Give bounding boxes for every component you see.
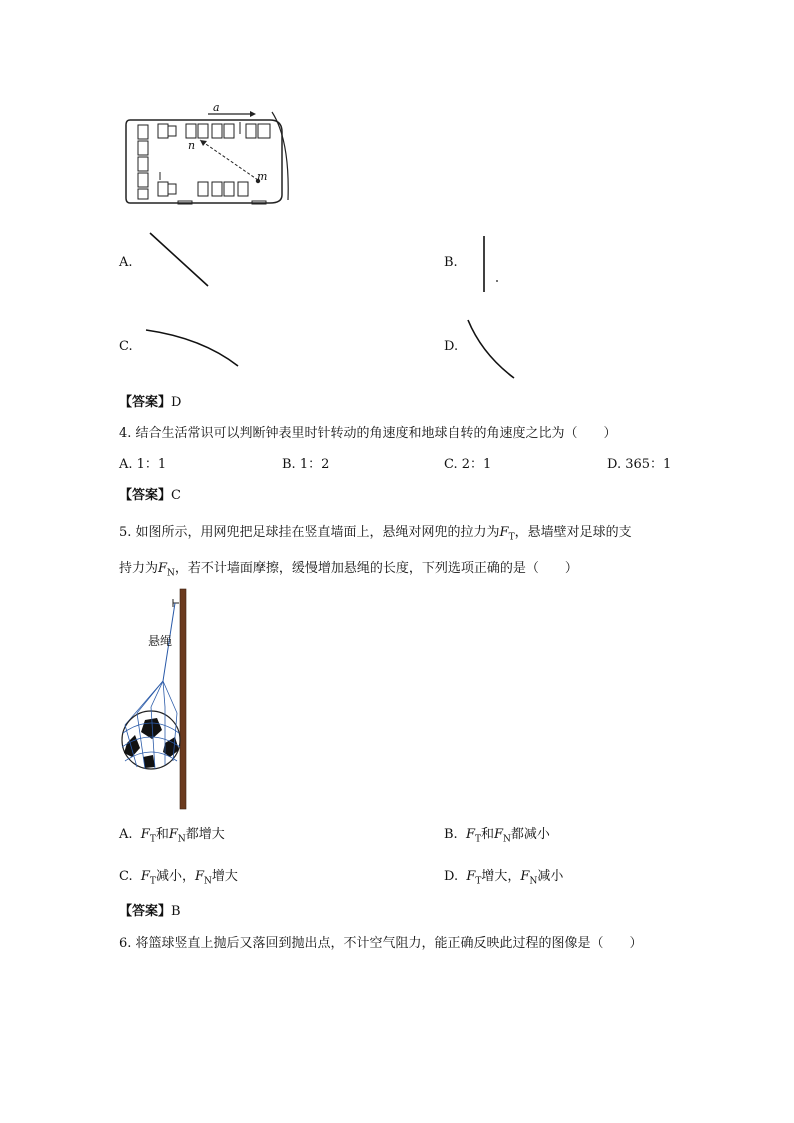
sub-T: T (508, 532, 515, 543)
option-mid: 和 (155, 827, 169, 842)
symbol-F: F (140, 869, 150, 884)
q3-option-b-label: B. (444, 255, 458, 270)
sub-T: T (149, 876, 156, 887)
q3-option-c-curve (140, 322, 250, 372)
sub-N: N (203, 876, 212, 887)
answer-value: C (171, 488, 181, 503)
q6-question: 6. 将篮球竖直上抛后又落回到抛出点，不计空气阻力，能正确反映此过程的图像是（ ） (119, 936, 643, 951)
point-label-n: n (188, 139, 196, 152)
answer-tag: 【答案】 (119, 904, 172, 919)
sub-N: N (529, 876, 538, 887)
q3-option-b-line (476, 234, 506, 294)
rope-label: 悬绳 (148, 634, 173, 648)
bus-diagram (120, 100, 295, 210)
answer-tag: 【答案】 (119, 488, 172, 503)
option-mid: 和 (481, 827, 495, 842)
symbol-F: F (465, 827, 475, 842)
symbol-F: F (466, 869, 476, 884)
q5-text-part3: 持力为 (119, 561, 159, 576)
q3-option-d-label: D. (444, 339, 459, 354)
sub-N: N (177, 834, 186, 845)
q5-answer (119, 903, 181, 921)
option-tail: 增大 (211, 869, 238, 884)
q3-option-d-curve (460, 316, 530, 386)
q5-text-part2: ，悬墙壁对足球的支 (514, 525, 632, 540)
option-mid: 增大， (481, 869, 521, 884)
answer-value: D (171, 395, 182, 410)
sub-N: N (503, 834, 511, 845)
sub-N: N (167, 568, 175, 579)
option-label: B. (444, 827, 458, 842)
q4-answer (119, 487, 181, 505)
option-tail: 都减小 (510, 827, 550, 842)
q4-option-b: B. 1：2 (282, 457, 330, 472)
symbol-F: F (140, 827, 150, 842)
q5-text-part4: ，若不计墙面摩擦，缓慢增加悬绳的长度，下列选项正确的是（ ） (174, 561, 578, 576)
q4-option-c: C. 2：1 (444, 457, 492, 472)
sub-T: T (474, 834, 481, 845)
football-net-diagram (115, 585, 205, 815)
q5-text-part1: 5. 如图所示，用网兜把足球挂在竖直墙面上，悬绳对网兜的拉力为 (119, 525, 500, 540)
option-label: A. (119, 827, 133, 842)
sub-T: T (475, 876, 482, 887)
q4-option-a: A. 1：1 (119, 457, 167, 472)
q5-question-line1 (119, 524, 632, 547)
q4-question: 4. 结合生活常识可以判断钟表里时针转动的角速度和地球自转的角速度之比为（ ） (119, 426, 617, 441)
symbol-F: F (158, 561, 168, 576)
symbol-F: F (520, 869, 530, 884)
symbol-F: F (168, 827, 178, 842)
symbol-F: F (494, 827, 504, 842)
arrow-label-a: a (213, 101, 220, 114)
symbol-F: F (194, 869, 204, 884)
q3-answer (119, 394, 181, 412)
q5-option-d (444, 868, 563, 891)
answer-value: B (171, 904, 181, 919)
q3-option-a-line (140, 230, 220, 290)
option-tail: 都增大 (185, 827, 225, 842)
q5-question-line2 (119, 560, 578, 583)
q3-option-a-label: A. (119, 255, 133, 270)
symbol-F: F (499, 525, 509, 540)
point-label-m: m (257, 170, 268, 183)
option-label: D. (444, 869, 459, 884)
q5-option-c (119, 868, 238, 891)
q5-option-a (119, 826, 225, 849)
answer-tag: 【答案】 (119, 395, 172, 410)
option-mid: 减小， (155, 869, 195, 884)
q4-option-d: D. 365：1 (607, 457, 672, 472)
option-tail: 减小 (537, 869, 564, 884)
q5-option-b (444, 826, 550, 849)
option-label: C. (119, 869, 133, 884)
q3-option-c-label: C. (119, 339, 133, 354)
sub-T: T (149, 834, 156, 845)
